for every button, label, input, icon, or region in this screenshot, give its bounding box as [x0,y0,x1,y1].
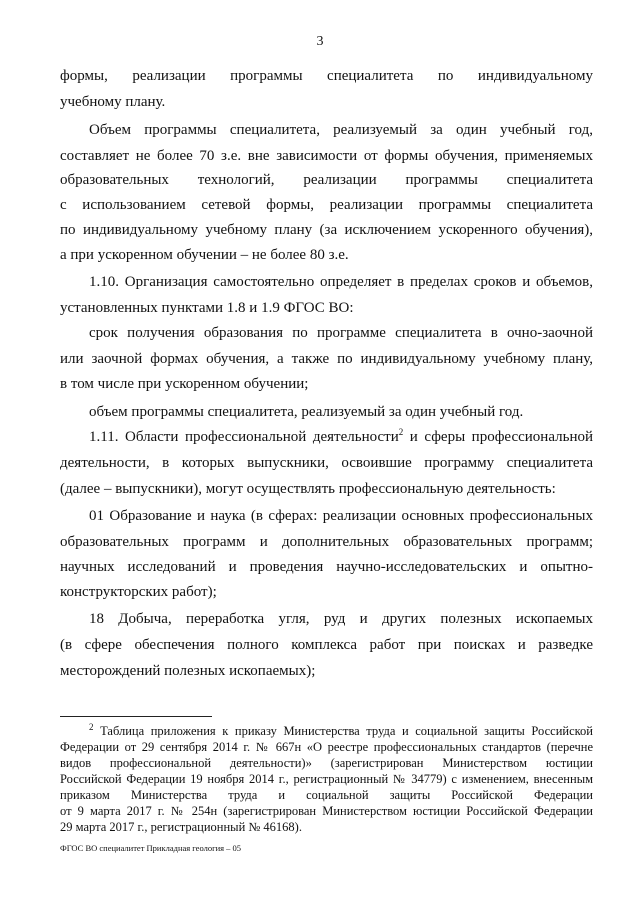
text-line: с использованием сетевой формы, реализации программы специалитета [60,197,593,213]
text-line: в том числе при ускоренном обучении; [60,376,309,392]
text-line: научных исследований и проведения научно-исследовательских и опытно- [60,559,593,575]
text-line: 18 Добыча, переработка угля, руд и других полезных ископаемых [89,611,593,627]
footnote-divider [60,716,212,717]
text-line: образовательных технологий, реализации программы специалитета [60,172,593,188]
text-line: объем программы специалитета, реализуемый за один учебный год. [89,404,524,420]
text-line: формы, реализации программы специалитета по индивидуальному [60,68,593,84]
footnote-line: Федерации от 29 сентября 2014 г. № 667н «О реестре профессиональных стандартов (перечне [60,740,593,754]
text-line: по индивидуальному учебному плану (за исключением ускоренного обучения), [60,222,593,238]
page-footer: ФГОС ВО специалитет Прикладная геология – 05 [60,843,242,853]
footnote-ref: 2 [398,427,404,437]
text-line: а при ускоренном обучении – не более 80 з.е. [60,247,349,263]
footnote-line: приказом Министерства труда и социальной защиты Российской Федерации [60,788,593,802]
text-line: 01 Образование и наука (в сферах: реализации основных профессиональных [89,508,593,524]
footnote-line: от 9 марта 2017 г. № 254н (зарегистрирован Министерством юстиции Российской Федерации [60,804,593,818]
text-line: Объем программы специалитета, реализуемый за один учебный год, [89,122,593,138]
text-fragment: 1.11. Области профессиональной деятельности [89,429,399,445]
text-line: установленных пунктами 1.8 и 1.9 ФГОС ВО: [60,300,354,316]
text-line: месторождений полезных ископаемых); [60,663,316,679]
text-line: конструкторских работ); [60,584,217,600]
text-line: (в сфере обеспечения полного комплекса работ при поисках и разведке [60,637,593,653]
text-line: 1.10. Организация самостоятельно определяет в пределах сроков и объемов, [89,274,593,290]
footnote-line [89,721,593,740]
text-fragment: и сферы профессиональной [409,429,594,445]
text-line [89,427,593,447]
text-line: срок получения образования по программе специалитета в очно-заочной [89,325,593,341]
page-number: 3 [316,34,324,49]
text-line: учебному плану. [60,94,166,110]
text-line: (далее – выпускники), могут осуществлять профессиональную деятельность: [60,481,556,497]
footnote-line: Российской Федерации 19 ноября 2014 г., регистрационный № 34779) с изменением, внесенным [60,772,593,786]
footnote-text: Таблица приложения к приказу Министерства труда и социальной защиты Российской [100,724,593,738]
footnote-line: видов профессиональной деятельности)» (зарегистрирован Министерством юстиции [60,756,593,770]
text-line: или заочной формах обучения, а также по индивидуальному учебному плану, [60,351,593,367]
text-line: деятельности, в которых выпускники, освоившие программу специалитета [60,455,593,471]
footnote-marker: 2 [89,721,94,732]
footnote-line: 29 марта 2017 г., регистрационный № 46168). [60,820,302,834]
text-line: образовательных программ и дополнительных образовательных программ; [60,534,593,550]
text-line: составляет не более 70 з.е. вне зависимости от формы обучения, применяемых [60,148,593,164]
